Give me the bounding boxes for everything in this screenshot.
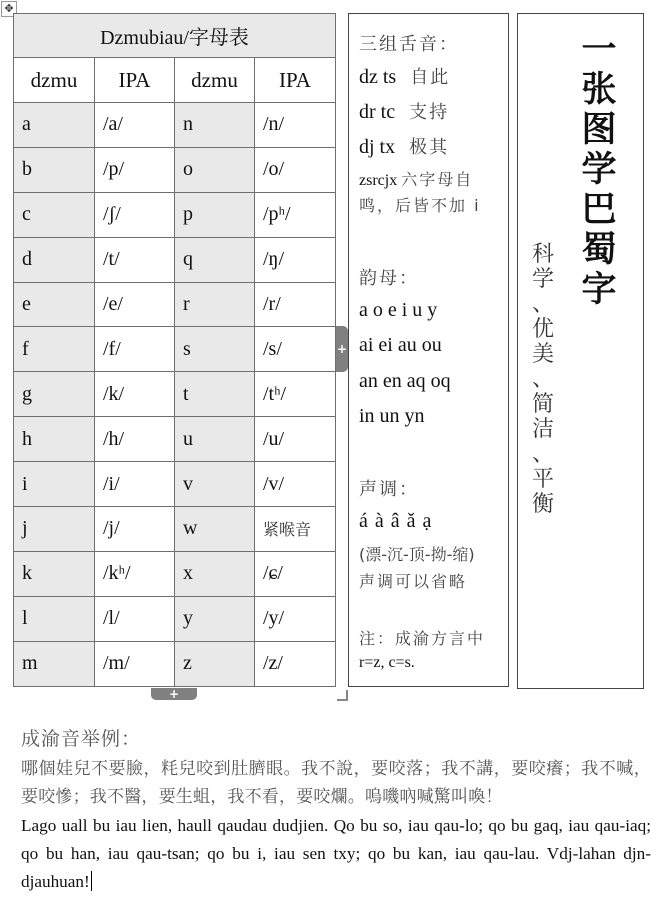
dzmu-cell[interactable]: z	[175, 641, 255, 686]
sibilants-heading: 三组舌音：	[359, 34, 459, 55]
ipa-cell[interactable]: /o/	[255, 147, 336, 192]
dzmu-cell[interactable]: j	[14, 507, 95, 552]
ipa-cell[interactable]: /h/	[95, 417, 175, 462]
table-title: Dzmubiau/字母表	[14, 14, 336, 58]
table-row	[14, 237, 336, 282]
dzmu-cell[interactable]: b	[14, 147, 95, 192]
ipa-cell[interactable]: /i/	[95, 462, 175, 507]
sibilant-latin: dr tc	[359, 101, 396, 123]
subtitle-char: 、	[531, 292, 554, 317]
subtitle-char: 衡	[531, 492, 554, 517]
dzmu-cell[interactable]: h	[14, 417, 95, 462]
ipa-cell[interactable]: /s/	[255, 327, 336, 372]
sibilant-latin: dj tx	[359, 136, 396, 158]
title-char: 字	[581, 270, 617, 310]
subtitle-char: 、	[531, 367, 554, 392]
title-char: 学	[581, 150, 617, 190]
dzmu-cell[interactable]: g	[14, 372, 95, 417]
example-heading: 成渝音举例：	[21, 728, 142, 750]
ipa-cell[interactable]: /l/	[95, 596, 175, 641]
subtitle-char: 、	[531, 442, 554, 467]
table-row	[14, 327, 336, 372]
dzmu-cell[interactable]: c	[14, 192, 95, 237]
tones-heading: 声调：	[359, 479, 419, 500]
subtitle-char: 平	[531, 467, 554, 492]
table-body	[14, 103, 336, 687]
header-ipa-1: IPA	[95, 58, 175, 103]
table-row	[14, 103, 336, 148]
finals-row: in un yn	[359, 405, 425, 427]
example-section[interactable]	[21, 724, 651, 896]
tone-marks: á à â ǎ ạ	[359, 510, 433, 532]
table-row	[14, 507, 336, 552]
note-latin: r=z, c=s.	[359, 654, 415, 671]
ipa-cell[interactable]: /t/	[95, 237, 175, 282]
table-row	[14, 462, 336, 507]
add-row-button[interactable]: +	[151, 688, 197, 700]
subtitle-char: 简	[531, 392, 554, 417]
title-char: 巴	[581, 190, 617, 230]
dzmu-cell[interactable]: a	[14, 103, 95, 148]
subtitle-char: 学	[531, 267, 554, 292]
ipa-cell[interactable]: /y/	[255, 596, 336, 641]
ipa-cell[interactable]: /f/	[95, 327, 175, 372]
dzmu-cell[interactable]: n	[175, 103, 255, 148]
table-row	[14, 551, 336, 596]
dzmu-cell[interactable]: w	[175, 507, 255, 552]
dzmu-cell[interactable]: y	[175, 596, 255, 641]
dzmu-cell[interactable]: e	[14, 282, 95, 327]
header-ipa-2: IPA	[255, 58, 336, 103]
dzmu-cell[interactable]: t	[175, 372, 255, 417]
dzmu-cell[interactable]: o	[175, 147, 255, 192]
ipa-cell[interactable]: /n/	[255, 103, 336, 148]
dzmu-cell[interactable]: s	[175, 327, 255, 372]
table-row	[14, 372, 336, 417]
table-row	[14, 192, 336, 237]
ipa-cell[interactable]: /a/	[95, 103, 175, 148]
header-dzmu-1: dzmu	[14, 58, 95, 103]
table-row	[14, 596, 336, 641]
table-resize-handle[interactable]	[337, 690, 348, 701]
ipa-cell[interactable]: /tʰ/	[255, 372, 336, 417]
dzmu-cell[interactable]: i	[14, 462, 95, 507]
ipa-cell[interactable]: /r/	[255, 282, 336, 327]
ipa-cell[interactable]: /pʰ/	[255, 192, 336, 237]
sibilant-row	[359, 98, 449, 124]
ipa-cell[interactable]: /m/	[95, 641, 175, 686]
sibilant-note	[359, 167, 504, 219]
ipa-cell[interactable]: /u/	[255, 417, 336, 462]
ipa-cell[interactable]: /k/	[95, 372, 175, 417]
ipa-cell[interactable]: /v/	[255, 462, 336, 507]
add-column-button[interactable]: +	[336, 326, 348, 372]
dzmu-cell[interactable]: v	[175, 462, 255, 507]
finals-row: ai ei au ou	[359, 334, 442, 356]
ipa-cell[interactable]: /j/	[95, 507, 175, 552]
title-textbox[interactable]	[517, 13, 644, 689]
ipa-cell[interactable]: /ɕ/	[255, 551, 336, 596]
text-cursor	[91, 871, 92, 891]
alphabet-table	[13, 13, 336, 687]
title-char: 图	[581, 110, 617, 150]
dzmu-cell[interactable]: r	[175, 282, 255, 327]
title-char: 张	[581, 70, 617, 110]
sibilant-zh: 支持	[409, 102, 450, 123]
title-char: 一	[581, 30, 617, 70]
subtitle-char: 科	[531, 242, 554, 267]
finals-heading: 韵母：	[359, 268, 419, 289]
table-row	[14, 147, 336, 192]
table-row	[14, 282, 336, 327]
ipa-cell[interactable]: /z/	[255, 641, 336, 686]
dzmu-cell[interactable]: u	[175, 417, 255, 462]
header-dzmu-2: dzmu	[175, 58, 255, 103]
sibilant-zh: 极其	[409, 137, 450, 158]
sibilant-note-zh: 六字母自鸣，后皆不加 i	[359, 170, 481, 215]
ipa-cell[interactable]: /p/	[95, 147, 175, 192]
dzmu-cell[interactable]: p	[175, 192, 255, 237]
ipa-cell[interactable]: 紧喉音	[255, 507, 336, 552]
subtitle-char: 洁	[531, 417, 554, 442]
vertical-subtitle	[528, 242, 558, 517]
dzmu-cell[interactable]: q	[175, 237, 255, 282]
dzmu-cell[interactable]: f	[14, 327, 95, 372]
vertical-title	[577, 30, 621, 310]
finals-row: an en aq oq	[359, 370, 451, 392]
title-char: 蜀	[581, 230, 617, 270]
tone-names: (漂-沉-顶-拗-缩)	[359, 545, 475, 564]
table-move-handle[interactable]: ✥	[1, 1, 17, 17]
sibilant-zh: 自此	[410, 67, 451, 88]
ipa-cell[interactable]: /e/	[95, 282, 175, 327]
dzmu-cell[interactable]: d	[14, 237, 95, 282]
rules-textbox[interactable]	[348, 13, 509, 687]
finals-row: a o e i u y	[359, 299, 438, 321]
tone-note: 声调可以省略	[359, 572, 468, 591]
subtitle-char: 优	[531, 317, 554, 342]
subtitle-char: 美	[531, 342, 554, 367]
ipa-cell[interactable]: /ŋ/	[255, 237, 336, 282]
example-chinese: 哪個娃兒不要臉，粍兒咬到肚臍眼。我不說，要咬落；我不講，要咬癢；我不喊，要咬慘；我不醫，要生蛆，我不看，要咬爛。嗚嘰吶喊驚叫喚！	[21, 759, 651, 807]
note-zh: 注：成渝方言中	[359, 629, 486, 648]
sibilant-row	[359, 63, 450, 89]
dzmu-cell[interactable]: m	[14, 641, 95, 686]
example-latin-text: Lago uall bu iau lien, haull qaudau dudjien. Qo bu so, iau qau-lo; qo bu gaq, iau qau-iaq; qo bu han, iau qau-tsan; qo bu i, iau sen txy; qo bu kan, iau qau-lau. Vdj-lahan djn-djauhuan!	[21, 816, 651, 891]
sibilant-latin: dz ts	[359, 66, 397, 88]
table-row	[14, 417, 336, 462]
ipa-cell[interactable]: /ʃ/	[95, 192, 175, 237]
dzmu-cell[interactable]: k	[14, 551, 95, 596]
sibilant-row	[359, 133, 449, 159]
table-row	[14, 641, 336, 686]
dzmu-cell[interactable]: x	[175, 551, 255, 596]
example-latin	[21, 812, 651, 896]
ipa-cell[interactable]: /kʰ/	[95, 551, 175, 596]
sibilant-note-latin: zsrcjx	[359, 172, 398, 189]
dzmu-cell[interactable]: l	[14, 596, 95, 641]
